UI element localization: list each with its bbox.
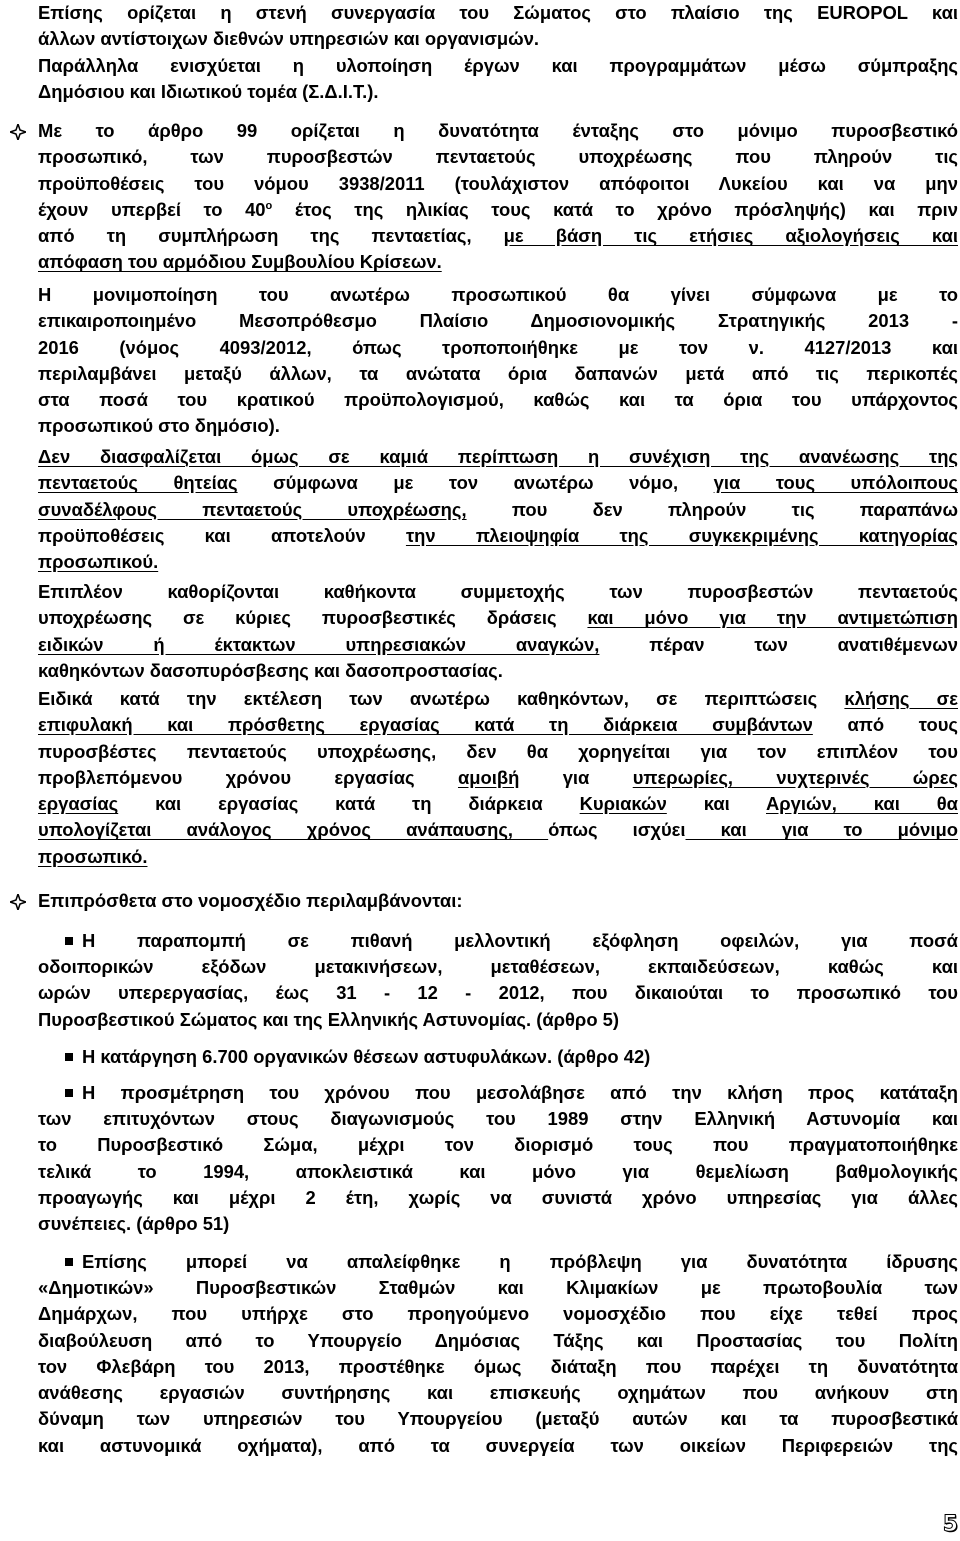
text: έτος της ηλικίας τους κατά το χρόνο πρόσληψής) και πριν [272,198,958,220]
diamond-bullet-icon [10,894,26,910]
text-underlined: συναδέλφους πενταετούς υποχρέωσης, [38,498,467,520]
text-underlined: και για το μόνιμο [685,819,958,841]
text-underlined: υπερωρίες, νυχτερινές ώρες [632,766,958,788]
paragraph-monimopoiisi [38,282,958,440]
list-item [82,1080,958,1106]
text: περιλαμβάνει μεταξύ άλλων, τα ανώτατα όρια δαπανών μετά από τις περικοπές [38,362,958,384]
text-underlined: προσωπικού. [38,551,159,573]
text: 2016 (νόμος 4093/2012, όπως τροποποιήθηκε με τον ν. 4127/2013 και [38,336,958,358]
text: προβλεπόμενου χρόνου εργασίας [38,766,458,788]
text: συνέπειες. (άρθρο 51) [38,1213,230,1235]
text-underlined: επιφυλακή και πρόσθετης εργασίας κατά τη διάρκεια συμβάντων [38,714,813,736]
text: δύναμη των υπηρεσιών του Υπουργείου (μεταξύ αυτών και τα πυροσβεστικά [38,1408,958,1430]
text: το Πυροσβεστικό Σώμα, μέχρι τον διορισμό τους που πραγματοποιήθηκε [38,1134,958,1156]
list-item-continuation [38,954,958,1033]
text: Με το άρθρο 99 ορίζεται η δυνατότητα ένταξης στο μόνιμο πυροσβεστικό [38,120,958,141]
list-item-continuation [38,1275,958,1459]
text: προσωπικού στο δημόσιο). [38,415,280,437]
page-number: 5 [942,1512,958,1537]
diamond-bullet-icon [10,124,26,140]
text: Δημόσιου και Ιδιωτικού τομέα (Σ.Δ.Ι.Τ.). [38,80,379,102]
text: άλλων αντίστοιχων διεθνών υπηρεσιών και οργανισμών. [38,28,540,50]
text: Η παραπομπή σε πιθανή μελλοντική εξόφληση οφειλών, για ποσά [82,930,958,951]
text: Επίσης ορίζεται η στενή συνεργασία του Σώματος στο πλαίσιο της EUROPOL και [38,2,958,23]
text: σύμφωνα με τον ανωτέρω νόμο, [237,472,714,494]
text: από τους [812,714,958,736]
text: και εργασίας κατά τη διάρκεια [118,793,580,815]
text: και αστυνομικά οχήματα), από τα συνεργεία των οικείων Περιφερειών της [38,1434,958,1456]
text-underlined: κλήσης σε [844,688,958,709]
square-bullet-icon [65,1089,73,1097]
text: και [666,793,766,815]
text: Επιπρόσθετα στο νομοσχέδιο περιλαμβάνονται: [38,890,463,911]
text: Δημάρχων, που υπήρχε στο προηγούμενο νομοσχέδιο που είχε τεθεί προς [38,1303,958,1325]
list-item [82,1249,958,1275]
text-underlined: απόφαση του αρμόδιου Συμβουλίου Κρίσεων. [38,251,442,273]
text: επικαιροποιημένο Μεσοπρόθεσμο Πλαίσιο Δημοσιονομικής Στρατηγικής 2013 - [38,310,958,332]
text: προαγωγής και μέχρι 2 έτη, χωρίς να συνιστά χρόνο υπηρεσίας για άλλες [38,1186,958,1208]
text: «Δημοτικών» Πυροσβεστικών Σταθμών και Κλιμακίων με πρωτοβουλία των [38,1277,958,1298]
text-underlined: με βάση τις ετήσιες αξιολογήσεις και [503,225,958,247]
paragraph-article-99 [38,118,958,276]
text: καθηκόντων δασοπυρόσβεσης και δασοπροστασίας. [38,659,503,681]
text: έχουν υπερβεί το 40 [38,198,266,220]
text-underlined: Κυριακών [579,793,667,815]
text: Παράλληλα ενισχύεται η υλοποίηση έργων και προγραμμάτων μέσω σύμπραξης [38,54,958,76]
text-underlined: πενταετούς θητείας [38,472,238,494]
text-underlined: εργασίας [38,793,119,815]
text-underlined: προσωπικό. [38,845,148,867]
text-underlined: για τους υπόλοιπους [713,472,958,494]
text: των επιτυχόντων στους διαγωνισμούς του 1989 στην Ελληνική Αστυνομία και [38,1108,958,1129]
list-item [82,928,958,954]
square-bullet-icon [65,1258,73,1266]
text: όπως ισχύει [548,819,686,841]
text: Η κατάργηση 6.700 οργανικών θέσεων αστυφυλάκων. (άρθρο 42) [82,1046,651,1067]
paragraph-den-diasfalizetai [38,444,958,575]
text: τον Φλεβάρη του 2013, προστέθηκε όμως διάταξη που παρέχει τη δυνατότητα [38,1355,958,1377]
list-item [82,1044,958,1070]
text: τελικά το 1994, αποκλειστικά και μόνο για θεμελίωση βαθμολογικής [38,1160,958,1182]
paragraph-europol [38,0,958,105]
text: στα ποσά του κρατικού προϋπολογισμού, καθώς και τα όρια του υπάρχοντος [38,389,958,411]
text: για [519,766,633,788]
heading-epiprostheta [38,888,958,914]
text: Πυροσβεστικού Σώματος και της Ελληνικής Αστυνομίας. (άρθρο 5) [38,1008,620,1030]
text: πυροσβέστες πενταετούς υποχρέωσης, δεν θα χορηγείται για τον επιπλέον του [38,740,958,762]
paragraph-kathikonta [38,579,958,684]
text: Επίσης μπορεί να απαλείφθηκε η πρόβλεψη για δυνατότητα ίδρυσης [82,1251,958,1272]
text: διαβούλευση από το Υπουργείο Δημόσιας Τάξης και Προστασίας του Πολίτη [38,1329,958,1351]
text: ανάθεσης εργασιών συντήρησης και επισκευής οχημάτων που ανήκουν στη [38,1382,958,1404]
text-underlined: Δεν διασφαλίζεται όμως σε καμιά περίπτωση η συνέχιση της ανανέωσης της [38,446,958,467]
list-item-continuation [38,1106,958,1237]
text: ωρών υπερεργασίας, έως 31 - 12 - 2012, που δικαιούται το προσωπικό του [38,982,958,1004]
text-underlined: Αργιών, και θα [766,793,958,815]
text: πέραν των ανατιθέμενων [599,633,958,655]
text: Η μονιμοποίηση του ανωτέρω προσωπικού θα γίνει σύμφωνα με το [38,284,958,305]
superscript: ο [265,199,273,212]
text: Ειδικά κατά την εκτέλεση των ανωτέρω καθηκόντων, σε περιπτώσεις [38,688,845,709]
text-underlined: την πλειοψηφία της συγκεκριμένης κατηγορίας [405,524,958,546]
text: προϋποθέσεις του νόμου 3938/2011 (τουλάχιστον απόφοιτοι Λυκείου και να μην [38,172,958,194]
square-bullet-icon [65,937,73,945]
text: προϋποθέσεις και αποτελούν [38,524,406,546]
text: Επιπλέον καθορίζονται καθήκοντα συμμετοχής των πυροσβεστών πενταετούς [38,581,958,602]
text: από τη συμπλήρωση της πενταετίας, [38,225,504,247]
text-underlined: ειδικών ή έκτακτων υπηρεσιακών αναγκών, [38,633,600,655]
text: προσωπικό, των πυροσβεστών πενταετούς υποχρέωσης που πληρούν τις [38,146,958,168]
text-underlined: αμοιβή [457,766,520,788]
text-underlined: και μόνο για την αντιμετώπιση [587,607,958,629]
text: υποχρέωσης σε κύριες πυροσβεστικές δράσεις [38,607,588,629]
text: οδοιπορικών εξόδων μετακινήσεων, μεταθέσεων, εκπαιδεύσεων, καθώς και [38,956,958,977]
square-bullet-icon [65,1053,73,1061]
text: που δεν πληρούν τις παραπάνω [466,498,958,520]
paragraph-eidika [38,686,958,870]
text-underlined: υπολογίζεται ανάλογος χρόνος ανάπαυσης, [38,819,549,841]
text: Η προσμέτρηση του χρόνου που μεσολάβησε από την κλήση προς κατάταξη [82,1082,958,1103]
